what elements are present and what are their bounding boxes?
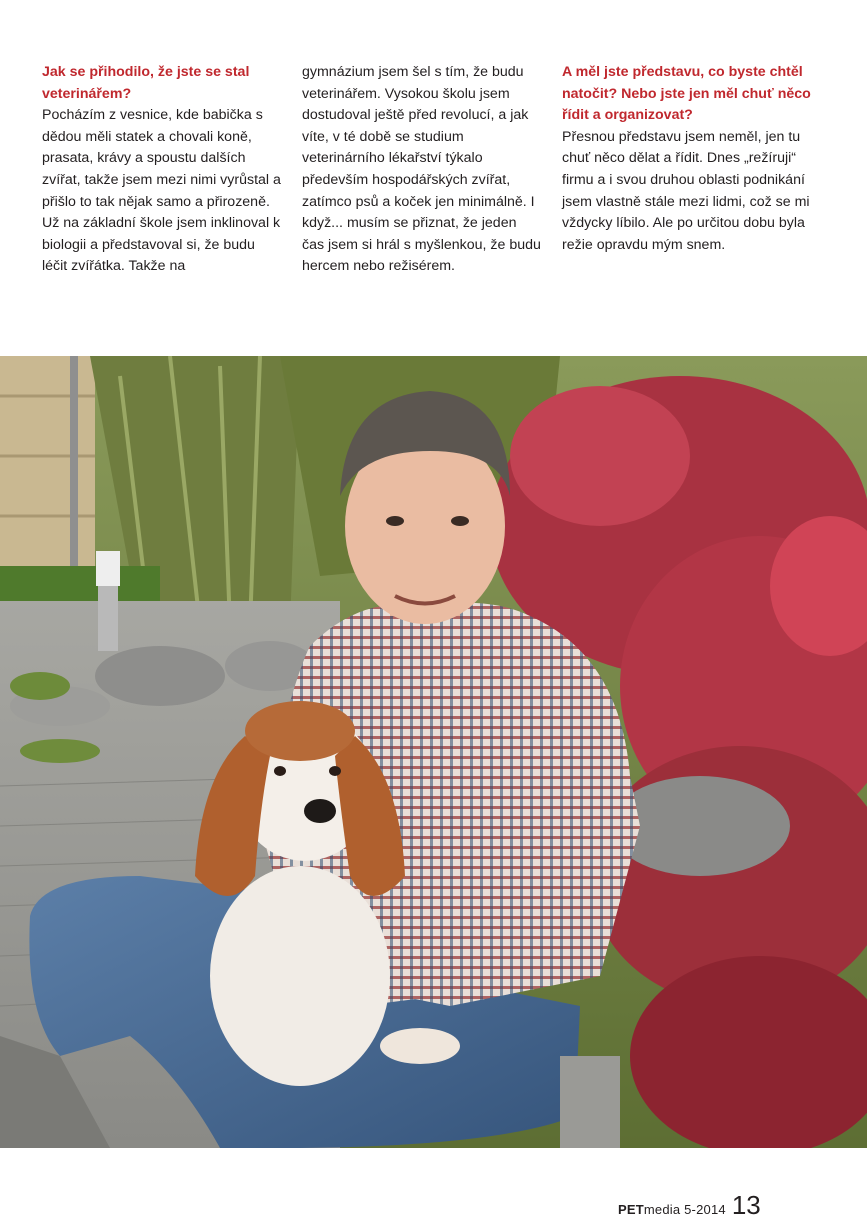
issue-number: 5-2014 [684, 1202, 726, 1217]
brand-bold: PET [618, 1202, 644, 1217]
article-column-3 [562, 62, 812, 256]
brand-rest: media [643, 1202, 681, 1217]
page-footer [618, 1192, 761, 1218]
magazine-issue [618, 1202, 726, 1217]
article-column-1 [42, 62, 282, 278]
interview-question: Jak se přihodilo, že jste se stal veterinářem? [42, 64, 250, 102]
photo-man-with-dog [0, 356, 867, 1148]
interview-question: A měl jste představu, co byste chtěl natočit? Nebo jste jen měl chuť něco řídit a organizovat? [562, 64, 811, 124]
article-column-2 [302, 62, 542, 278]
page-number: 13 [731, 1190, 761, 1220]
interview-answer-continued: gymnázium jsem šel s tím, že budu veterinářem. Vysokou školu jsem dostudoval ještě před revolucí, a jak víte, v té době se studium veterinárního lékařství týkalo především hospodářských zvířat, zatímco psů a koček jen minimálně. I když... musím se přiznat, že jeden čas jsem si hrál s myšlenkou, že budu hercem nebo režisérem. [302, 64, 541, 275]
interview-answer: Pocházím z vesnice, kde babička s dědou měli statek a chovali koně, prasata, krávy a spoustu dalších zvířat, takže jsem mezi nimi vyrůstal a přišlo to tak nějak samo a přirozeně. Už na základní škole jsem inklinoval k biologii a představoval si, že budu léčit zvířátka. Takže na [42, 107, 281, 275]
interview-answer: Přesnou představu jsem neměl, jen tu chuť něco dělat a řídit. Dnes „režíruji“ firmu a i svou druhou oblasti podnikání jsem vlastně stále mezi lidmi, což se mi vždycky líbilo. Ale po určitou dobu byla režie opravdu mým snem. [562, 128, 810, 253]
